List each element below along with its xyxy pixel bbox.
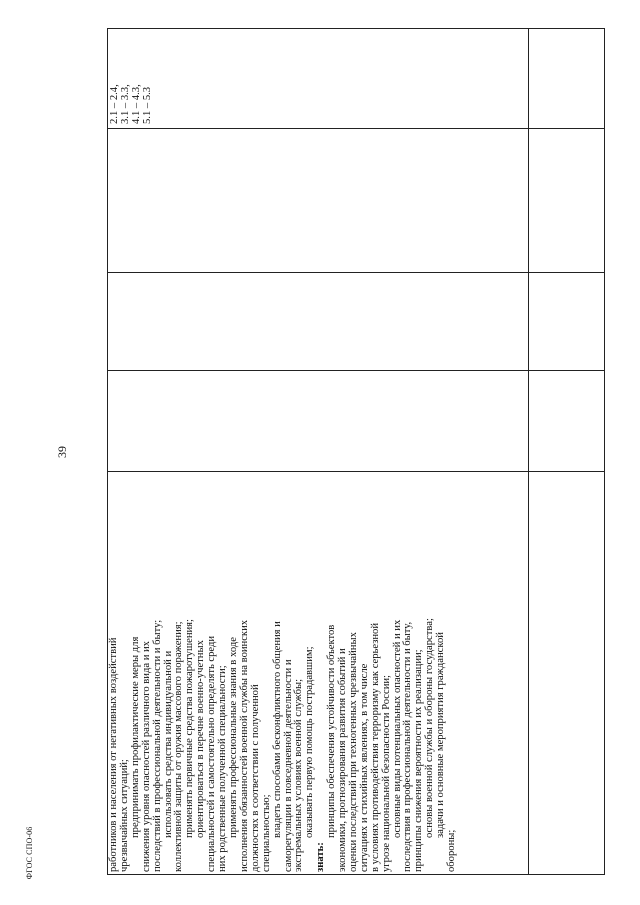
content-line: снижения уровня опасностей различного вида и их (140, 641, 152, 872)
row-divider (528, 28, 529, 875)
content-line: использовать средства индивидуальной и (162, 650, 174, 838)
content-line: коллективной защиты от оружия массового поражения; (173, 621, 185, 872)
content-line: применять первичные средства пожаротушения; (184, 619, 196, 838)
content-line: исполнения обязанностей военной службы на воинских (238, 619, 250, 872)
content-line: задачи и основные мероприятия гражданской (435, 632, 447, 838)
content-line: специальностью; (260, 794, 272, 872)
document-footer-code: ФГОС СПО-06 (25, 826, 34, 880)
column-divider (107, 272, 605, 273)
content-line: обороны; (446, 829, 458, 872)
content-line: угрозе национальной безопасности России; (380, 675, 392, 872)
content-line: ситуациях и стихийных явлениях, в том числе (358, 663, 370, 872)
content-line: чрезвычайных ситуаций; (118, 759, 130, 872)
content-line: владеть способами бесконфликтного общения и (271, 621, 283, 838)
content-line: саморегуляции в повседневной деятельности и (282, 659, 294, 872)
content-line: предпринимать профилактические меры для (129, 636, 141, 838)
content-line: основы военной службы и обороны государства; (424, 618, 436, 838)
column-divider (107, 370, 605, 371)
content-line: в условиях противодействия терроризму как серьезной (369, 622, 381, 872)
content-line: принципы обеспечения устойчивости объектов (326, 624, 338, 838)
content-line: принципы снижения вероятности их реализации; (413, 649, 425, 872)
competency-codes-cell (108, 28, 168, 128)
content-cell (108, 471, 528, 874)
content-line: оценки последствий при техногенных чрезвычайных (347, 632, 359, 872)
content-line: последствия в профессиональной деятельности и быту, (402, 621, 414, 872)
content-line: экстремальных условиях военной службы; (293, 678, 305, 872)
content-line: специальностей и самостоятельно определять среди (206, 635, 218, 872)
content-line: них родственные полученной специальности; (217, 665, 229, 872)
content-line: экономики, прогнозирования развития событий и (337, 648, 349, 872)
competency-code: 2.1 – 2.4, (109, 84, 120, 124)
content-line: работников и населения от негативных воздействий (108, 637, 119, 872)
competency-code: 3.1 – 3.3, (119, 84, 131, 124)
content-line: должностях в соответствии с полученной (249, 684, 261, 872)
content-line: оказывать первую помощь пострадавшим; (304, 646, 316, 838)
page-number: 39 (55, 446, 69, 458)
competency-code: 4.1 – 4.3, (130, 84, 142, 124)
content-line: применять профессиональные знания в ходе (227, 637, 239, 838)
content-line: ориентироваться в перечне военно-учетных (195, 640, 207, 838)
content-text (108, 471, 528, 874)
column-divider (107, 128, 605, 129)
competency-codes-text (108, 28, 168, 128)
content-line: знать: (315, 842, 327, 872)
content-line: основные виды потенциальных опасностей и их (391, 619, 403, 838)
content-line: последствий в профессиональной деятельности и быту; (151, 619, 163, 872)
competency-code: 5.1 – 5.3 (141, 86, 153, 124)
